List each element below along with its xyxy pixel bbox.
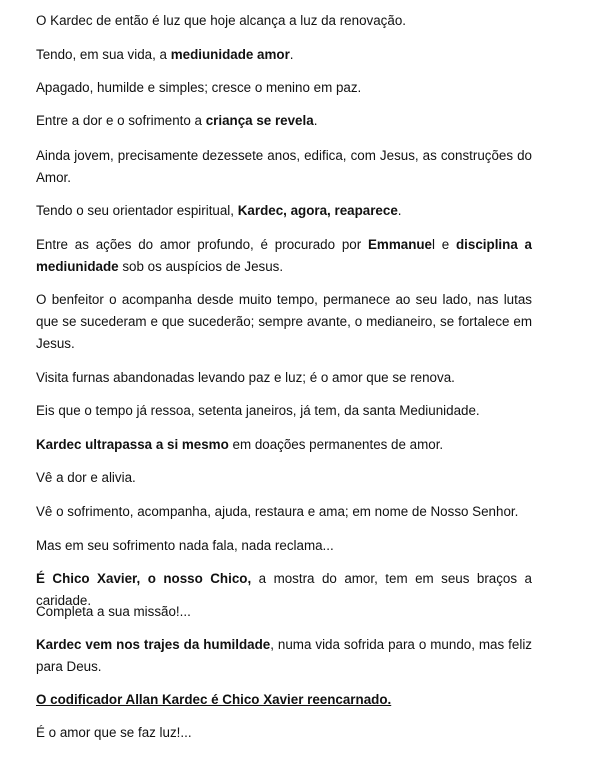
text-run: l e	[432, 237, 456, 252]
paragraph	[36, 367, 532, 389]
paragraph	[36, 434, 532, 456]
bold-text-run: É Chico Xavier, o nosso Chico,	[36, 571, 252, 586]
text-run: Eis que o tempo já ressoa, setenta janeiros, já tem, da santa Mediunidade.	[36, 403, 480, 418]
text-run: Apagado, humilde e simples; cresce o menino em paz.	[36, 80, 362, 95]
text-run: Tendo, em sua vida, a	[36, 47, 171, 62]
paragraph	[36, 110, 532, 132]
bold-text-run: Kardec vem nos trajes da humildade	[36, 637, 271, 652]
paragraph	[36, 44, 532, 66]
paragraph	[36, 535, 532, 557]
paragraph	[36, 145, 532, 189]
text-run: Ainda jovem, precisamente dezessete anos, edifica, com Jesus, as construções do Amor.	[36, 148, 532, 185]
text-run: Vê o sofrimento, acompanha, ajuda, restaura e ama; em nome de Nosso Senhor.	[36, 504, 519, 519]
text-run: Mas em seu sofrimento nada fala, nada reclama...	[36, 538, 334, 553]
text-run: Entre as ações do amor profundo, é procurado por	[36, 237, 368, 252]
text-run: .	[289, 47, 294, 62]
bold-text-run: disciplina a mediunidade	[36, 237, 532, 274]
text-run: em doações permanentes de amor.	[228, 437, 444, 452]
bold-text-run: Emmanue	[368, 237, 432, 252]
paragraph	[36, 722, 532, 744]
text-run: .	[397, 203, 402, 218]
underlined-bold-text-run	[36, 692, 391, 707]
bold-text-run: criança se revela	[205, 113, 314, 128]
bold-text-run: mediunidade amor	[170, 47, 290, 62]
paragraph	[36, 289, 532, 355]
text-run: Completa a sua missão!...	[36, 604, 191, 619]
text-run: Visita furnas abandonadas levando paz e luz; é o amor que se renova.	[36, 370, 455, 385]
bold-text-run: Kardec ultrapassa a si mesmo	[36, 437, 229, 452]
paragraph	[36, 601, 532, 623]
paragraph	[36, 200, 532, 222]
text-run: , numa vida sofrida para o mundo, mas feliz para Deus.	[36, 637, 532, 674]
paragraph	[36, 234, 532, 278]
bold-text-run: Kardec, agora, reaparece	[237, 203, 398, 218]
text-run: Vê a dor e alivia.	[36, 470, 136, 485]
paragraph	[36, 400, 532, 422]
underlined-text: O codificador Allan Kardec é Chico Xavier reencarnado.	[36, 692, 392, 707]
text-run: É o amor que se faz luz!...	[36, 725, 192, 740]
text-run: a mostra do amor, tem em seus braços a caridade.	[36, 571, 532, 608]
paragraph	[36, 689, 532, 711]
paragraph	[36, 501, 532, 523]
text-run: O benfeitor o acompanha desde muito tempo, permanece ao seu lado, nas lutas que se sucederam e que sucederão; sempre avante, o medianeiro, se fortalece em Jesus.	[36, 292, 532, 351]
text-run: sob os auspícios de Jesus.	[118, 259, 284, 274]
paragraph	[36, 467, 532, 489]
text-run: .	[313, 113, 318, 128]
paragraph	[36, 77, 532, 99]
paragraph	[36, 10, 532, 32]
text-run: O Kardec de então é luz que hoje alcança a luz da renovação.	[36, 13, 406, 28]
paragraph	[36, 634, 532, 678]
text-run: Tendo o seu orientador espiritual,	[36, 203, 238, 218]
text-run: Entre a dor e o sofrimento a	[36, 113, 206, 128]
